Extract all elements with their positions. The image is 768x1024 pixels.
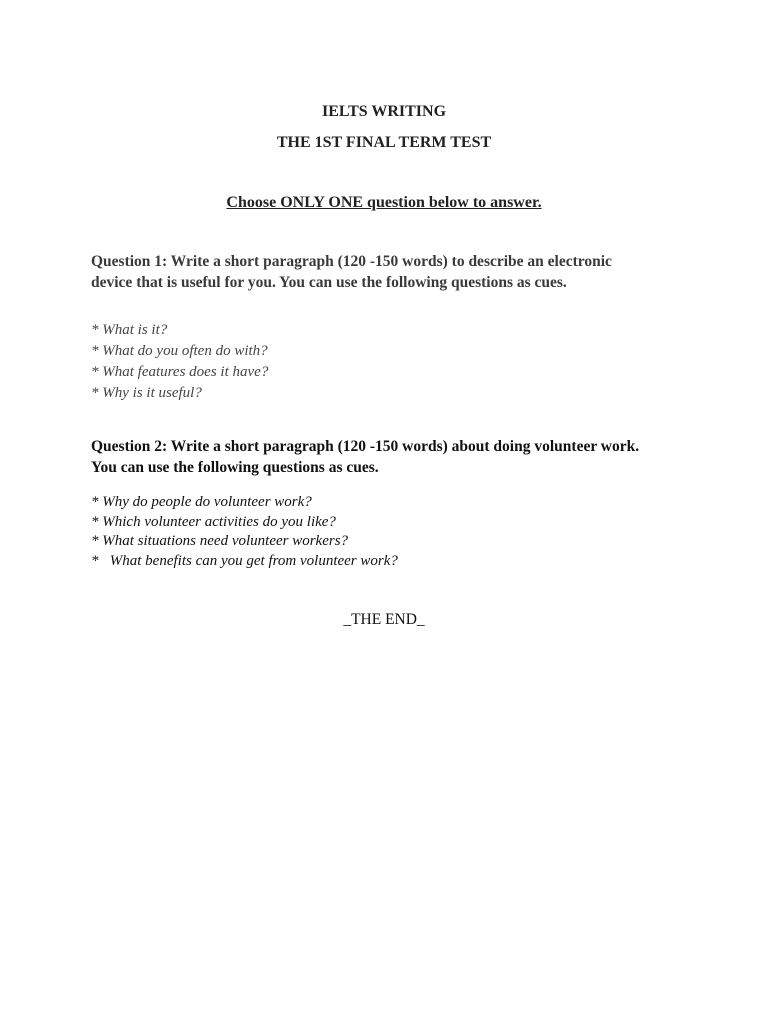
- document-title: IELTS WRITING: [321, 103, 447, 120]
- question-1-line-1: Question 1: Write a short paragraph (120 -150 words) to describe an electronic: [91, 253, 612, 270]
- instruction-text: Choose ONLY ONE question below to answer.: [226, 194, 542, 211]
- question-2-cues: [91, 493, 691, 571]
- question-2-line-1: Question 2: Write a short paragraph (120 -150 words) about doing volunteer work.: [91, 438, 640, 455]
- question-1-cue: * Why is it useful?: [91, 385, 202, 401]
- question-1-cues: [91, 320, 691, 404]
- question-2: [91, 436, 691, 478]
- question-2-cue: * Which volunteer activities do you like?: [91, 513, 336, 530]
- question-2-cue: * Why do people do volunteer work?: [91, 494, 312, 510]
- question-2-line-2: You can use the following questions as cues.: [91, 459, 379, 476]
- question-1-line-2: device that is useful for you. You can use the following questions as cues.: [91, 274, 567, 291]
- question-1: [91, 251, 691, 293]
- question-1-cue: * What features does it have?: [91, 364, 269, 380]
- question-1-cue: * What is it?: [91, 322, 168, 338]
- end-marker: _THE END_: [343, 611, 425, 628]
- question-2-cue: * What situations need volunteer workers?: [91, 533, 349, 549]
- document-subtitle: THE 1ST FINAL TERM TEST: [276, 134, 492, 151]
- question-2-cue: * What benefits can you get from volunteer work?: [91, 552, 398, 569]
- question-1-cue: * What do you often do with?: [91, 343, 268, 359]
